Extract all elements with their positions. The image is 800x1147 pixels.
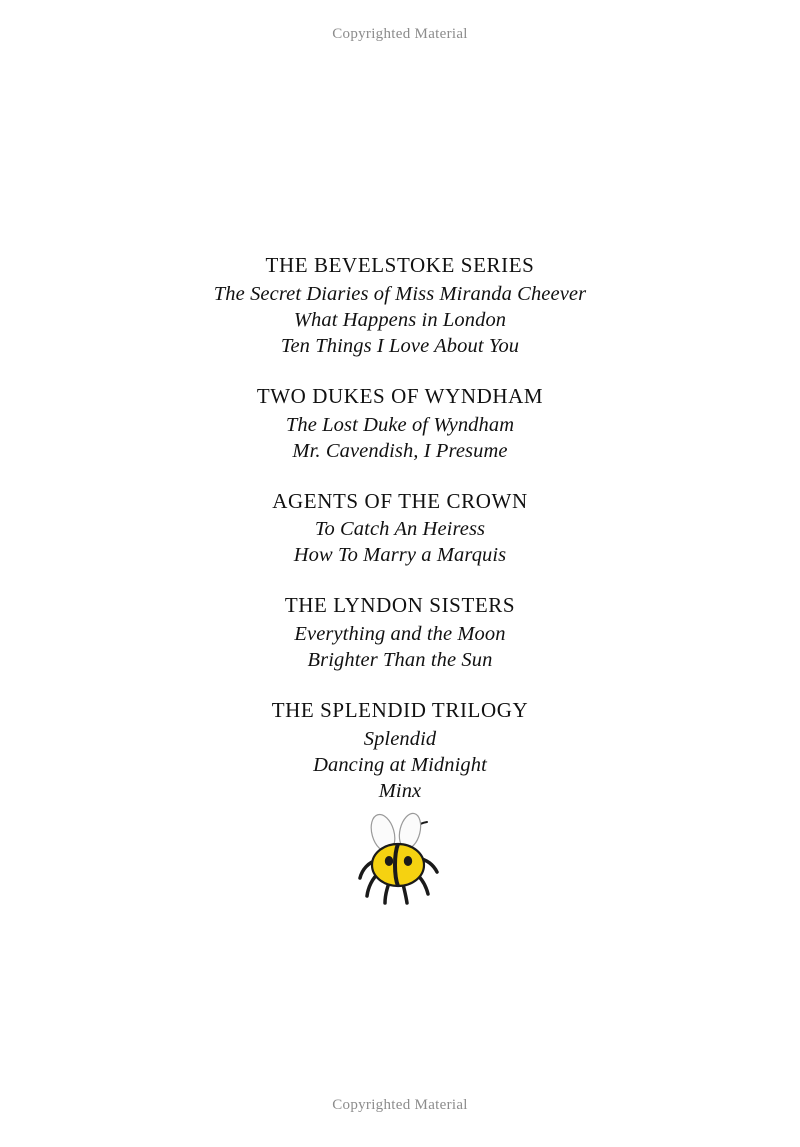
copyright-watermark-bottom: Copyrighted Material [332, 1097, 468, 1113]
series-title: TWO DUKES OF WYNDHAM [256, 383, 544, 408]
book-title: How To Marry a Marquis [293, 544, 507, 567]
book-title: Mr. Cavendish, I Presume [292, 439, 508, 462]
book-title: Everything and the Moon [294, 623, 506, 646]
book-title: To Catch An Heiress [314, 518, 486, 541]
series-title: THE LYNDON SISTERS [284, 593, 516, 618]
series-title: THE SPLENDID TRILOGY [271, 698, 529, 723]
book-title: The Secret Diaries of Miss Miranda Cheever [213, 282, 587, 305]
bee-ornament [0, 800, 800, 910]
book-title: The Lost Duke of Wyndham [285, 413, 515, 436]
series-listing [0, 252, 800, 804]
series-block [0, 697, 800, 804]
bee-icon [350, 800, 450, 910]
series-title: AGENTS OF THE CROWN [272, 488, 528, 513]
book-title: Minx [378, 779, 422, 802]
book-title: Ten Things I Love About You [280, 334, 520, 357]
series-title: THE BEVELSTOKE SERIES [265, 253, 535, 277]
series-block [0, 383, 800, 464]
book-title: Brighter Than the Sun [307, 649, 493, 672]
book-title: Splendid [363, 727, 437, 750]
book-title: What Happens in London [293, 308, 507, 331]
series-block [0, 252, 800, 359]
series-block [0, 488, 800, 569]
book-title: Dancing at Midnight [313, 753, 487, 776]
copyright-watermark-top: Copyrighted Material [332, 26, 468, 42]
series-block [0, 592, 800, 673]
